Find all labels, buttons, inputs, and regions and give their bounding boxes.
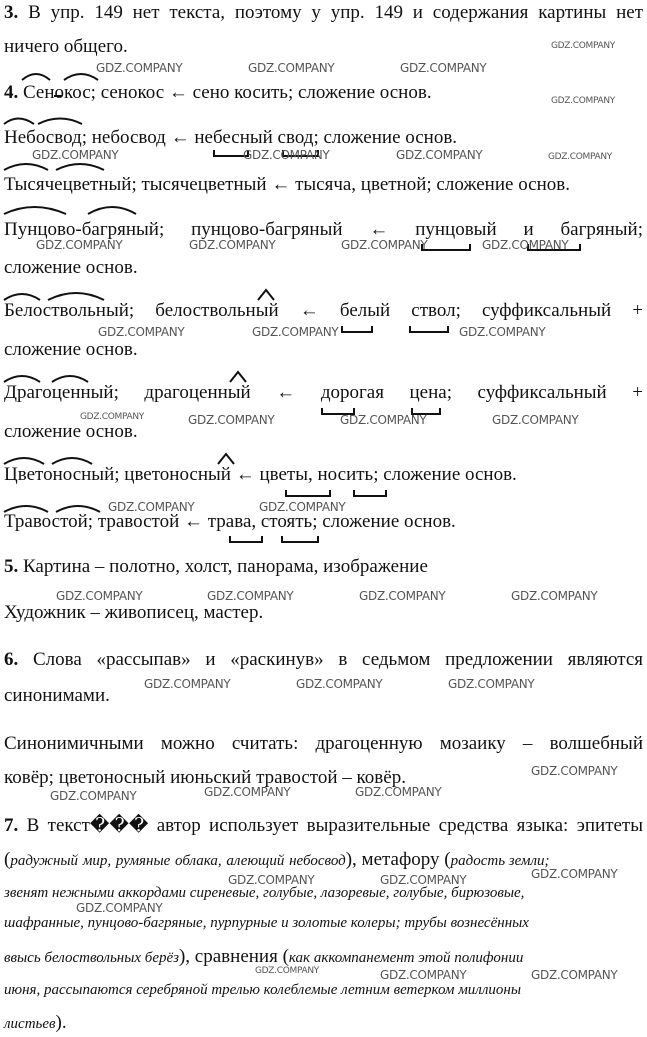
ex3-text-1: В упр. 149 нет текста, поэтому у упр. 149 и содержания картины нет bbox=[28, 2, 643, 23]
watermark: GDZ.COMPANY bbox=[531, 968, 618, 982]
ex3-number: 3. bbox=[4, 2, 19, 23]
watermark: GDZ.COMPANY bbox=[207, 589, 294, 603]
bracket-7 bbox=[322, 408, 354, 414]
watermark: GDZ.COMPANY bbox=[144, 677, 231, 691]
watermark: GDZ.COMPANY bbox=[243, 148, 330, 162]
ex4-belostvolny-2: сложение основ. bbox=[4, 339, 138, 360]
ex7-line-1 bbox=[4, 815, 643, 837]
ex4-puntsovo-2: сложение основ. bbox=[4, 257, 138, 278]
watermark: GDZ.COMPANY bbox=[296, 677, 383, 691]
watermark: GDZ.COMPANY bbox=[400, 61, 487, 75]
ex7-line-2: (радужный мир, румяные облака, алеющий небосвод), метафору (радость земли; bbox=[4, 849, 550, 870]
watermark: GDZ.COMPANY bbox=[204, 785, 291, 799]
ex6-number: 6. bbox=[4, 649, 19, 670]
ex5-khudozhnik: Художник – живописец, мастер. bbox=[4, 602, 264, 623]
watermark: GDZ.COMPANY bbox=[36, 238, 123, 252]
root-arc-10 bbox=[48, 293, 104, 300]
watermark: GDZ.COMPANY bbox=[76, 901, 163, 915]
watermark: GDZ.COMPANY bbox=[56, 589, 143, 603]
watermark: GDZ.COMPANY bbox=[396, 148, 483, 162]
root-arc-5 bbox=[4, 164, 48, 170]
watermark: GDZ.COMPANY bbox=[551, 41, 616, 51]
watermark: GDZ.COMPANY bbox=[96, 61, 183, 75]
ex7-line-6: июня, рассыпаются серебряной трелью колеблемые летним ветерком миллионы bbox=[4, 982, 521, 998]
ex4-senokos: Сенокос; сенокос ← сено косить; сложение основ. bbox=[23, 82, 432, 103]
ex4-line-1 bbox=[4, 82, 643, 104]
root-arc-3 bbox=[4, 119, 34, 125]
root-arc-1 bbox=[22, 74, 50, 80]
watermark: GDZ.COMPANY bbox=[482, 238, 569, 252]
watermark: GDZ.COMPANY bbox=[252, 325, 339, 339]
ex7-text-1: В текст��� автор использует выразительные средства языка: эпитеты bbox=[26, 815, 644, 836]
watermark: GDZ.COMPANY bbox=[448, 677, 535, 691]
watermark: GDZ.COMPANY bbox=[340, 413, 427, 427]
ex4-puntsovo: Пунцово-багряный; пунцово-багряный ← пунцовый и багряный; bbox=[4, 219, 643, 240]
ex3-line-1 bbox=[4, 2, 643, 24]
bracket-5 bbox=[342, 326, 372, 332]
suffix-roof-2 bbox=[230, 372, 246, 382]
bracket-2 bbox=[283, 150, 318, 156]
ex5-kartina: Картина – полотно, холст, панорама, изображение bbox=[23, 556, 428, 577]
watermark: GDZ.COMPANY bbox=[248, 61, 335, 75]
watermark: GDZ.COMPANY bbox=[380, 873, 467, 887]
watermark: GDZ.COMPANY bbox=[50, 789, 137, 803]
watermark: GDZ.COMPANY bbox=[80, 412, 145, 422]
bracket-1 bbox=[214, 150, 248, 156]
watermark: GDZ.COMPANY bbox=[259, 500, 346, 514]
watermark: GDZ.COMPANY bbox=[341, 238, 428, 252]
watermark: GDZ.COMPANY bbox=[511, 589, 598, 603]
ex4-number: 4. bbox=[4, 82, 19, 103]
watermark: GDZ.COMPANY bbox=[108, 500, 195, 514]
watermark: GDZ.COMPANY bbox=[531, 867, 618, 881]
ex4-tsvetonosny: Цветоносный; цветоносный ← цветы, носить; сложение основ. bbox=[4, 464, 517, 485]
watermark: GDZ.COMPANY bbox=[355, 785, 442, 799]
watermark: GDZ.COMPANY bbox=[492, 413, 579, 427]
root-arc-7 bbox=[4, 207, 66, 214]
ex4-dragotsenny-2: сложение основ. bbox=[4, 421, 138, 442]
bracket-9 bbox=[286, 490, 330, 496]
ex6-line-4: ковёр; цветоносный июньский травостой – ковёр. bbox=[4, 767, 406, 788]
bracket-6 bbox=[410, 326, 448, 332]
bracket-8 bbox=[412, 408, 440, 414]
watermark: GDZ.COMPANY bbox=[98, 325, 185, 339]
root-arc-2 bbox=[64, 74, 98, 80]
watermark: GDZ.COMPANY bbox=[551, 96, 616, 106]
watermark: GDZ.COMPANY bbox=[459, 325, 546, 339]
suffix-roof-1 bbox=[258, 290, 274, 300]
ex5-line-1 bbox=[4, 556, 643, 578]
watermark: GDZ.COMPANY bbox=[188, 413, 275, 427]
ex7-line-7: листьев). bbox=[4, 1012, 67, 1033]
bracket-11 bbox=[230, 536, 262, 542]
watermark: GDZ.COMPANY bbox=[531, 764, 618, 778]
root-arc-4 bbox=[38, 119, 82, 125]
ex6-line-2: синонимами. bbox=[4, 685, 110, 706]
ex4-nebosvod: Небосвод; небосвод ← небесный свод; сложение основ. bbox=[4, 127, 458, 148]
root-arc-8 bbox=[88, 207, 136, 214]
watermark: GDZ.COMPANY bbox=[548, 152, 613, 162]
ex3-line-2: ничего общего. bbox=[4, 36, 128, 57]
watermark: GDZ.COMPANY bbox=[228, 873, 315, 887]
ex6-line-1 bbox=[4, 649, 643, 671]
ex4-travostoy: Травостой; травостой ← трава, стоять; сложение основ. bbox=[4, 511, 456, 532]
watermark: GDZ.COMPANY bbox=[32, 148, 119, 162]
ex6-text-1: Слова «рассыпав» и «раскинув» в седьмом предложении являются bbox=[32, 649, 643, 670]
watermark: GDZ.COMPANY bbox=[380, 968, 467, 982]
ex4-belostvolny: Белоствольный; белоствольный ← белый ствол; суффиксальный + bbox=[4, 300, 643, 321]
ex6-line-3: Синонимичными можно считать: драгоценную мозаику – волшебный bbox=[4, 733, 643, 754]
bracket-12 bbox=[282, 536, 318, 542]
ex7-number: 7. bbox=[4, 815, 19, 836]
watermark: GDZ.COMPANY bbox=[255, 966, 320, 976]
root-arc-6 bbox=[56, 164, 104, 170]
ex7-line-5: ввысь белоствольных берёз), сравнения (как аккомпанемент этой полифонии bbox=[4, 946, 524, 967]
bracket-4 bbox=[528, 244, 580, 250]
watermark: GDZ.COMPANY bbox=[189, 238, 276, 252]
ex7-line-3: звенят нежными аккордами сиреневые, голубые, лазоревые, голубые, бирюзовые, bbox=[4, 885, 525, 901]
watermark: GDZ.COMPANY bbox=[359, 589, 446, 603]
suffix-roof-3 bbox=[218, 454, 234, 464]
bracket-10 bbox=[354, 490, 386, 496]
ex4-dragotsenny: Драгоценный; драгоценный ← дорогая цена; суффиксальный + bbox=[4, 382, 643, 403]
ex4-tysyachetsvetny: Тысячецветный; тысячецветный ← тысяча, цветной; сложение основ. bbox=[4, 174, 571, 195]
bracket-3 bbox=[422, 244, 470, 250]
ex5-number: 5. bbox=[4, 556, 19, 577]
ex7-line-4: шафранные, пунцово-багряные, пурпурные и золотые колеры; трубы вознесённых bbox=[4, 915, 529, 931]
